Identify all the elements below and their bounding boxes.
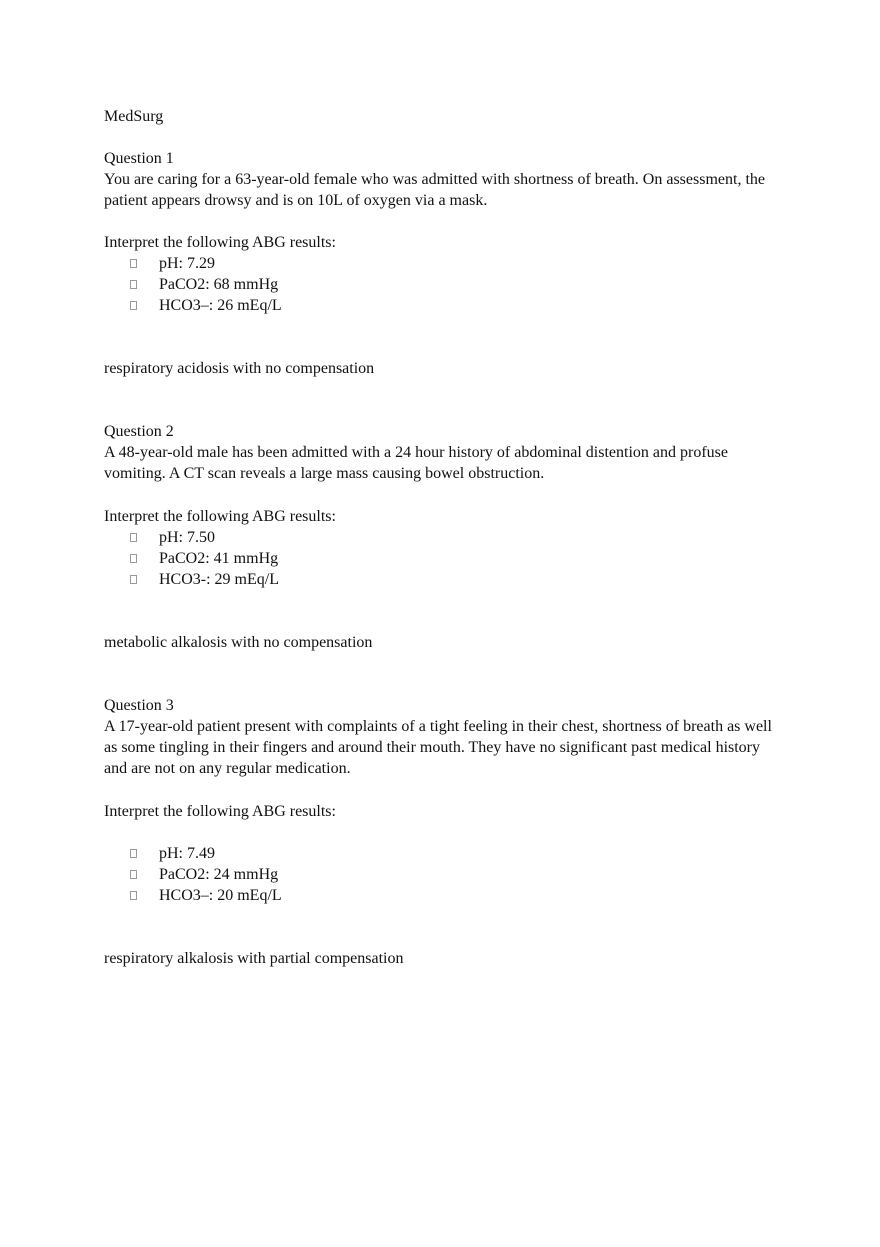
result-text: HCO3-: 29 mEq/L bbox=[159, 571, 279, 588]
question-2-answer: metabolic alkalosis with no compensation bbox=[104, 634, 373, 651]
list-item bbox=[128, 569, 279, 590]
question-3-scenario: A 17-year-old patient present with complaints of a tight feeling in their chest, shortness of breath as well as some tingling in their fingers and around their mouth. They have no significant past medical history and are not on any regular medication. bbox=[104, 718, 772, 777]
bullet-icon bbox=[130, 301, 137, 310]
bullet-icon bbox=[130, 870, 137, 879]
question-1-heading: Question 1 bbox=[104, 150, 174, 167]
bullet-icon bbox=[130, 533, 137, 542]
result-text: pH: 7.29 bbox=[159, 255, 215, 272]
list-item bbox=[128, 295, 282, 316]
bullet-icon bbox=[130, 891, 137, 900]
result-text: HCO3–: 26 mEq/L bbox=[159, 297, 282, 314]
result-text: HCO3–: 20 mEq/L bbox=[159, 887, 282, 904]
result-text: PaCO2: 24 mmHg bbox=[159, 866, 279, 883]
list-item bbox=[128, 864, 282, 885]
bullet-icon bbox=[130, 575, 137, 584]
result-text: pH: 7.50 bbox=[159, 529, 215, 546]
document-title: MedSurg bbox=[104, 108, 164, 125]
list-item bbox=[128, 527, 279, 548]
question-1-answer: respiratory acidosis with no compensation bbox=[104, 360, 375, 377]
bullet-icon bbox=[130, 259, 137, 268]
result-text: pH: 7.49 bbox=[159, 845, 215, 862]
list-item bbox=[128, 274, 282, 295]
list-item bbox=[128, 885, 282, 906]
question-1-results-list bbox=[128, 253, 282, 316]
question-2-heading: Question 2 bbox=[104, 423, 174, 440]
result-text: PaCO2: 68 mmHg bbox=[159, 276, 279, 293]
list-item bbox=[128, 253, 282, 274]
question-2-results-list bbox=[128, 527, 279, 590]
question-1-scenario: You are caring for a 63-year-old female who was admitted with shortness of breath. On assessment, the patient appears drowsy and is on 10L of oxygen via a mask. bbox=[104, 171, 765, 209]
list-item bbox=[128, 548, 279, 569]
question-1-prompt: Interpret the following ABG results: bbox=[104, 234, 336, 251]
bullet-icon bbox=[130, 849, 137, 858]
result-text: PaCO2: 41 mmHg bbox=[159, 550, 279, 567]
question-2-scenario: A 48-year-old male has been admitted with a 24 hour history of abdominal distention and profuse vomiting. A CT scan reveals a large mass causing bowel obstruction. bbox=[104, 444, 728, 482]
bullet-icon bbox=[130, 554, 137, 563]
question-3-prompt: Interpret the following ABG results: bbox=[104, 803, 336, 820]
question-3-answer: respiratory alkalosis with partial compensation bbox=[104, 950, 404, 967]
bullet-icon bbox=[130, 280, 137, 289]
question-2-prompt: Interpret the following ABG results: bbox=[104, 508, 336, 525]
question-3-heading: Question 3 bbox=[104, 697, 174, 714]
question-3-results-list bbox=[128, 843, 282, 906]
list-item bbox=[128, 843, 282, 864]
